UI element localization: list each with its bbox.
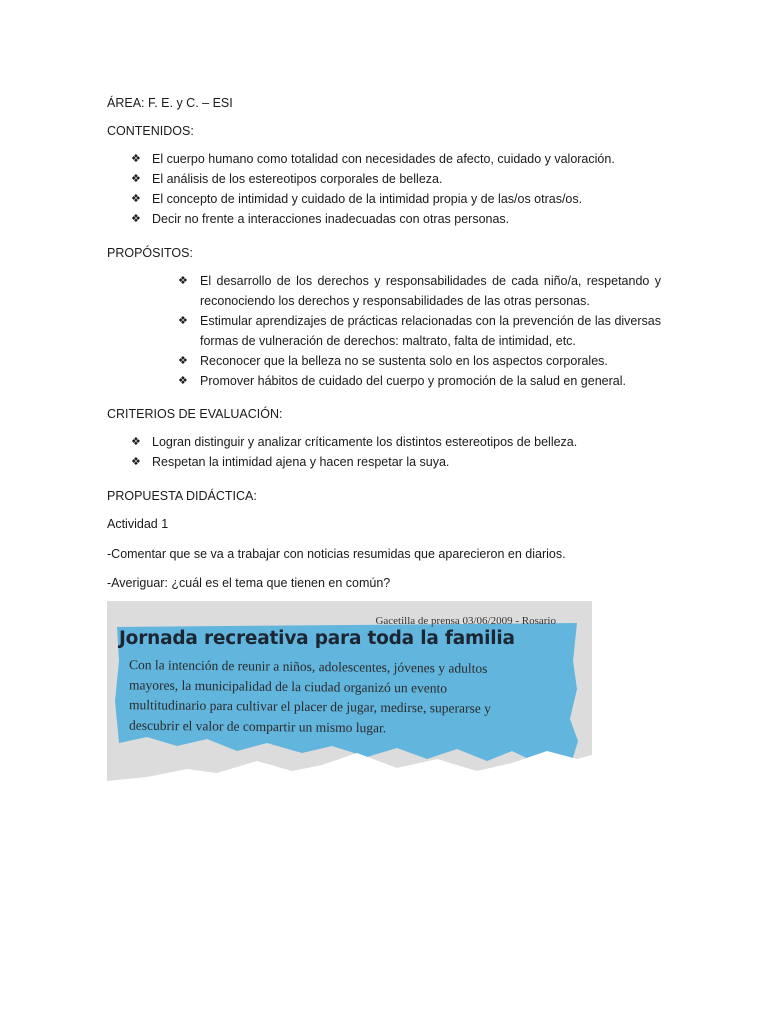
propositos-item-line: reconociendo los derechos y responsabilidades de las otras personas. (200, 294, 590, 308)
clipping-body-line: descubrir el valor de compartir un mismo lugar. (128, 717, 387, 736)
diamond-bullet-icon: ❖ (131, 153, 141, 165)
propositos-item-line: Estimular aprendizajes de prácticas relacionadas con la prevención de las diversas (200, 314, 661, 328)
diamond-bullet-icon: ❖ (131, 456, 141, 468)
criterios-item: Logran distinguir y analizar críticamente los distintos estereotipos de belleza. (152, 435, 578, 449)
diamond-bullet-icon: ❖ (131, 173, 141, 185)
diamond-bullet-icon: ❖ (131, 213, 141, 225)
criterios-item: Respetan la intimidad ajena y hacen respetar la suya. (152, 455, 450, 469)
propositos-heading: PROPÓSITOS: (107, 246, 193, 260)
area-heading: ÁREA: F. E. y C. – ESI (107, 96, 233, 110)
diamond-bullet-icon: ❖ (178, 275, 188, 287)
propositos-item-line: formas de vulneración de derechos: maltrato, falta de intimidad, etc. (200, 334, 576, 348)
diamond-bullet-icon: ❖ (131, 193, 141, 205)
diamond-bullet-icon: ❖ (131, 436, 141, 448)
propositos-item-line: El desarrollo de los derechos y responsabilidades de cada niño/a, respetando y (200, 274, 661, 288)
news-clipping-image (107, 601, 592, 792)
propuesta-heading: PROPUESTA DIDÁCTICA: (107, 489, 257, 503)
diamond-bullet-icon: ❖ (178, 355, 188, 367)
contenidos-item: El cuerpo humano como totalidad con necesidades de afecto, cuidado y valoración. (152, 152, 615, 166)
clipping-title: Jornada recreativa para toda la familia (119, 628, 515, 649)
contenidos-item: El análisis de los estereotipos corporales de belleza. (152, 172, 443, 186)
clipping-body-line: mayores, la municipalidad de la ciudad organizó un evento (128, 677, 448, 696)
clipping-body-line: Con la intención de reunir a niños, adolescentes, jóvenes y adultos (128, 657, 488, 676)
propositos-item-line: Reconocer que la belleza no se sustenta solo en los aspectos corporales. (200, 354, 608, 368)
activity-title: Actividad 1 (107, 517, 169, 531)
diamond-bullet-icon: ❖ (178, 375, 188, 387)
clipping-source: Gacetilla de prensa 03/06/2009 - Rosario (375, 615, 556, 627)
contenidos-item: El concepto de intimidad y cuidado de la intimidad propia y de las/os otras/os. (152, 192, 583, 206)
clipping-body-line: multitudinario para cultivar el placer de jugar, medirse, superarse y (128, 697, 492, 716)
activity-step: -Comentar que se va a trabajar con noticias resumidas que aparecieron en diarios. (107, 547, 566, 561)
criterios-heading: CRITERIOS DE EVALUACIÓN: (107, 407, 283, 421)
contenidos-heading: CONTENIDOS: (107, 124, 194, 138)
propositos-item-line: Promover hábitos de cuidado del cuerpo y promoción de la salud en general. (200, 374, 626, 388)
contenidos-item: Decir no frente a interacciones inadecuadas con otras personas. (152, 212, 510, 226)
diamond-bullet-icon: ❖ (178, 315, 188, 327)
activity-step: -Averiguar: ¿cuál es el tema que tienen en común? (107, 576, 391, 590)
